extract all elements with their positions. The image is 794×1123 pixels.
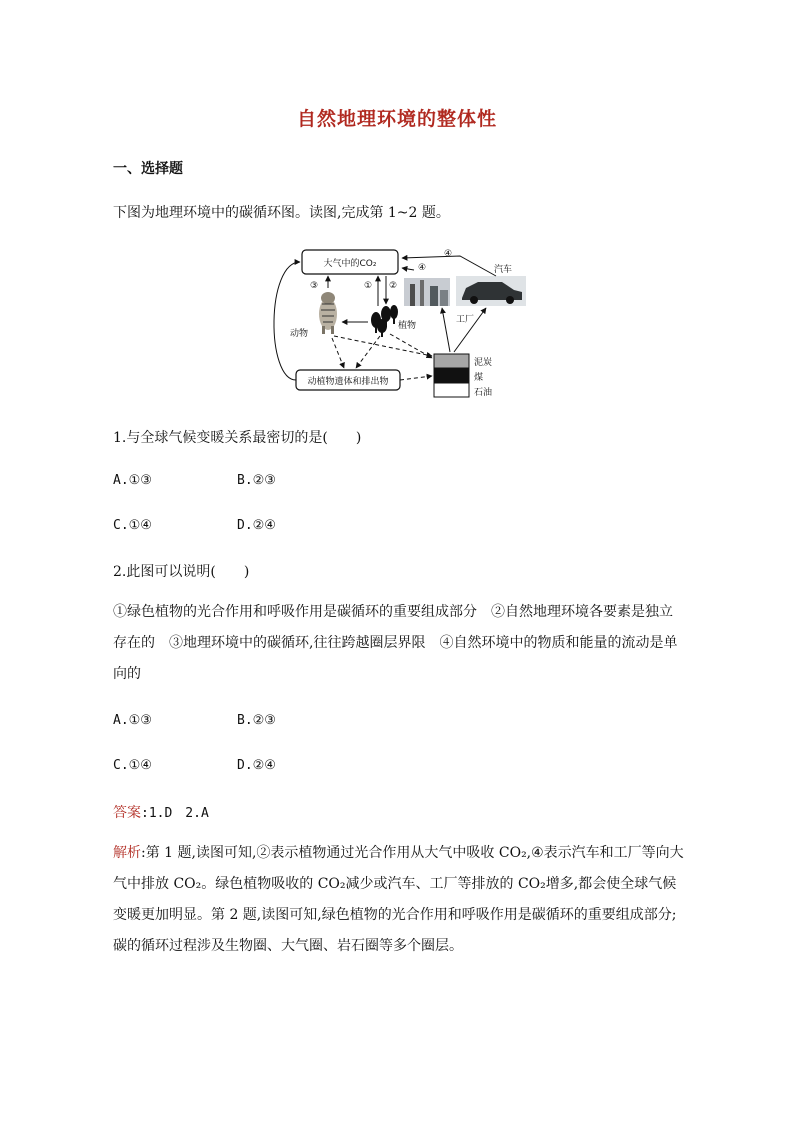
marker-4-car: ④: [444, 249, 453, 259]
remains-label: 动植物遗体和排出物: [307, 377, 389, 387]
question-2-stem: 2.此图可以说明( ): [113, 564, 250, 580]
question-1-stem: 1.与全球气候变暖关系最密切的是( ): [113, 430, 362, 446]
page-title: 自然地理环境的整体性: [296, 108, 497, 130]
question-2-option-b[interactable]: B.②③: [237, 713, 276, 728]
marker-4-factory: ④: [418, 263, 427, 273]
answer-text: :1.D 2.A: [141, 806, 209, 821]
plants-label: 植物: [398, 321, 417, 331]
question-2-option-a[interactable]: A.①③: [113, 713, 152, 728]
oil-label: 石油: [474, 388, 493, 398]
question-1-option-b[interactable]: B.②③: [237, 473, 276, 488]
intro-text: 下图为地理环境中的碳循环图。读图,完成第 1~2 题。: [113, 205, 450, 221]
car-label: 汽车: [494, 265, 513, 275]
answer-line: [113, 802, 209, 822]
coal-layer: [434, 368, 469, 383]
coal-label: 煤: [474, 373, 484, 383]
analysis-text: :第 1 题,读图可知,②表示植物通过光合作用从大气中吸收 CO₂,④表示汽车和工厂等向大气中排放 CO₂。绿色植物吸收的 CO₂减少或汽车、工厂等排放的 CO₂增多,都会使全球气候变暖更加明显。第 2 题,读图可知,绿色植物的光合作用和呼吸作用是碳循环的重要组成部分;碳的循环过程涉及生物圈、大气圈、岩石圈等多个圈层。: [113, 845, 684, 954]
answer-label: 答案: [113, 805, 141, 821]
peat-layer: [434, 354, 469, 368]
oil-layer: [434, 383, 469, 397]
analysis-label: 解析: [113, 845, 141, 861]
tiger-image: [319, 292, 337, 334]
question-1-option-d[interactable]: D.②④: [237, 518, 276, 533]
factory-label: 工厂: [456, 315, 475, 325]
trees-icon: [371, 305, 398, 337]
section-heading: 一、选择题: [113, 161, 183, 177]
question-2-option-c[interactable]: C.①④: [113, 758, 152, 773]
animals-label: 动物: [290, 329, 309, 339]
factory-image: [404, 278, 450, 306]
marker-2: ②: [389, 281, 398, 291]
peat-label: 泥炭: [474, 358, 493, 368]
car-image: [456, 276, 526, 306]
question-2-option-d[interactable]: D.②④: [237, 758, 276, 773]
question-1-option-c[interactable]: C.①④: [113, 518, 152, 533]
marker-3: ③: [310, 281, 319, 291]
marker-1: ①: [364, 281, 373, 291]
question-2-statements: ①绿色植物的光合作用和呼吸作用是碳循环的重要组成部分 ②自然地理环境各要素是独立存在的 ③地理环境中的碳循环,往往跨越圈层界限 ④自然环境中的物质和能量的流动是单向的: [113, 604, 678, 682]
carbon-cycle-diagram: [264, 240, 534, 404]
atmosphere-label: 大气中的CO₂: [323, 259, 377, 269]
question-1-option-a[interactable]: A.①③: [113, 473, 152, 488]
analysis-paragraph: [113, 838, 685, 962]
